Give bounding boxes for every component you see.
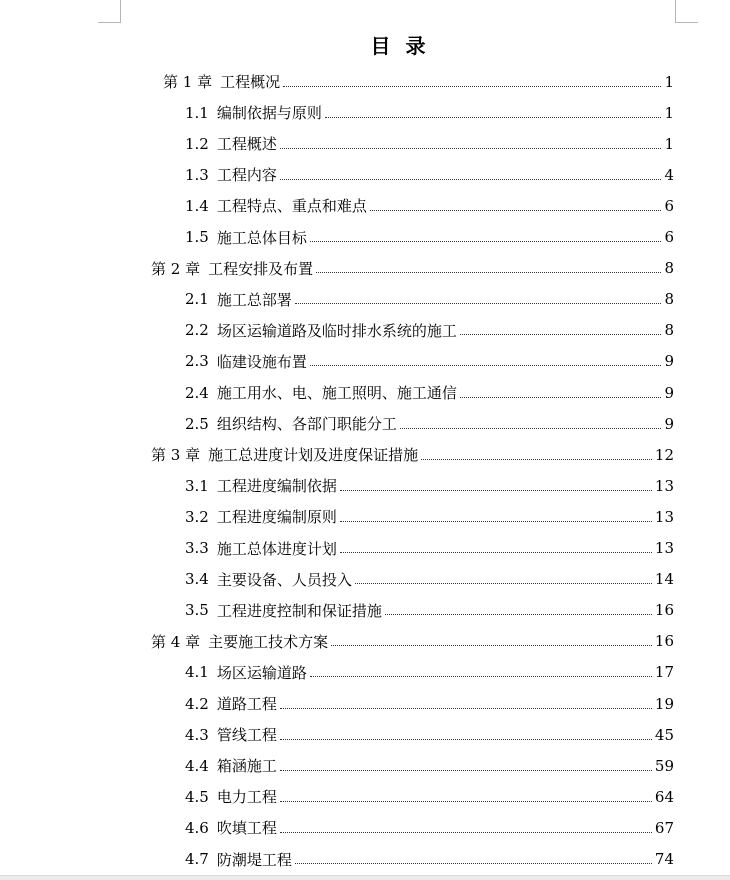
toc-dot-leader	[370, 209, 662, 211]
toc-page-number: 14	[654, 570, 674, 589]
toc-entry-label: 道路工程	[216, 695, 277, 713]
toc-section-entry[interactable]	[185, 284, 674, 315]
toc-entry-label: 施工用水、电、施工照明、施工通信	[216, 384, 457, 402]
page-corner-mark-right	[675, 0, 698, 23]
toc-entry-label: 工程进度编制依据	[216, 477, 337, 496]
toc-entry-number: 3.3	[185, 539, 209, 557]
toc-page-number: 13	[654, 507, 674, 526]
toc-chapter-entry[interactable]	[163, 66, 674, 97]
toc-page-number: 19	[654, 694, 674, 713]
toc-dot-leader	[283, 85, 661, 87]
toc-page-number: 45	[654, 725, 674, 744]
toc-dot-leader	[295, 302, 662, 304]
toc-entry-number: 3.1	[185, 476, 209, 495]
toc-page-number: 67	[654, 818, 674, 837]
toc-page-number: 8	[664, 321, 674, 340]
toc-entry-label: 吹填工程	[216, 819, 277, 838]
toc-entry-number: 1.1	[185, 103, 209, 122]
toc-page-number: 6	[664, 196, 674, 215]
toc-dot-leader	[280, 738, 652, 740]
toc-page-number: 1	[664, 134, 674, 153]
toc-entry-number: 2.1	[185, 290, 209, 309]
toc-entry-label: 箱涵施工	[216, 757, 277, 776]
toc-page-number: 1	[664, 103, 674, 122]
toc-entry-number: 第 3 章	[151, 446, 201, 465]
toc-entry-number: 3.2	[185, 507, 209, 526]
toc-entry-label: 临建设施布置	[216, 352, 307, 371]
toc-page-number: 64	[654, 787, 674, 806]
toc-dot-leader	[331, 644, 652, 646]
toc-entry-number: 1.3	[185, 165, 209, 184]
toc-section-entry[interactable]	[185, 595, 674, 626]
toc-dot-leader	[310, 364, 662, 366]
toc-entry-number: 第 4 章	[151, 632, 201, 651]
toc-dot-leader	[421, 458, 652, 460]
toc-entry-number: 4.7	[185, 850, 209, 868]
toc-entry-number: 4.5	[185, 787, 209, 806]
toc-page-number: 17	[654, 663, 674, 682]
toc-section-entry[interactable]	[185, 97, 674, 128]
toc-dot-leader	[280, 707, 652, 709]
toc-page-number: 74	[654, 850, 674, 868]
toc-section-entry[interactable]	[185, 222, 674, 253]
toc-section-entry[interactable]	[185, 719, 674, 750]
toc-dot-leader	[316, 271, 661, 273]
toc-page-number: 59	[654, 756, 674, 775]
toc-chapter-entry[interactable]	[151, 253, 674, 284]
toc-dot-leader	[340, 489, 652, 491]
toc-dot-leader	[280, 831, 652, 833]
toc-entry-label: 工程概况	[220, 73, 281, 91]
toc-section-entry[interactable]	[185, 501, 674, 532]
toc-page-number: 9	[664, 352, 674, 371]
toc-page-number: 13	[654, 476, 674, 495]
toc-dot-leader	[385, 613, 652, 615]
toc-page-number: 9	[664, 414, 674, 433]
toc-entry-number: 4.3	[185, 725, 209, 744]
toc-dot-leader	[340, 520, 652, 522]
toc-page-number: 1	[664, 72, 674, 91]
toc-section-entry[interactable]	[185, 812, 674, 843]
toc-entry-number: 2.3	[185, 352, 209, 371]
toc-entry-label: 编制依据与原则	[216, 104, 322, 123]
toc-entry-number: 4.4	[185, 756, 209, 775]
toc-entry-number: 1.5	[185, 228, 209, 246]
toc-entry-label: 施工总部署	[216, 290, 292, 309]
page-bottom-edge	[0, 875, 730, 880]
toc-dot-leader	[280, 769, 652, 771]
toc-title: 目 录	[370, 34, 430, 58]
toc-entry-number: 第 2 章	[151, 259, 201, 278]
toc-section-entry[interactable]	[185, 470, 674, 501]
toc-entry-label: 工程安排及布置	[208, 259, 314, 278]
toc-entry-number: 1.2	[185, 134, 209, 153]
toc-page-number: 16	[654, 632, 674, 651]
toc-dot-leader	[310, 240, 662, 242]
toc-dot-leader	[355, 582, 652, 584]
toc-section-entry[interactable]	[185, 688, 674, 719]
toc-section-entry[interactable]	[185, 346, 674, 377]
toc-chapter-entry[interactable]	[151, 626, 674, 657]
page-corner-mark-left	[98, 0, 121, 23]
toc-chapter-entry[interactable]	[151, 439, 674, 470]
toc-page-number: 8	[664, 259, 674, 278]
toc-entry-number: 2.4	[185, 383, 209, 402]
toc-entry-label: 工程内容	[216, 166, 277, 185]
toc-entry-label: 防潮堤工程	[216, 850, 292, 869]
toc-entry-number: 3.5	[185, 601, 209, 620]
toc-page-number: 8	[664, 290, 674, 309]
toc-page-number: 6	[664, 228, 674, 246]
toc-entry-label: 施工总进度计划及进度保证措施	[208, 446, 419, 465]
toc-dot-leader	[280, 178, 662, 180]
toc-page-number: 4	[664, 165, 674, 184]
toc-dot-leader	[280, 800, 652, 802]
toc-page-number: 16	[654, 601, 674, 620]
toc-dot-leader	[325, 116, 662, 118]
toc-section-entry[interactable]	[185, 533, 674, 564]
toc-entry-label: 电力工程	[216, 788, 277, 807]
toc-entry-label: 场区运输道路	[216, 663, 307, 682]
toc-page-number: 13	[654, 539, 674, 557]
toc-section-entry[interactable]	[185, 564, 674, 595]
toc-entry-label: 工程概述	[216, 135, 277, 154]
toc-entry-number: 4.2	[185, 694, 209, 713]
toc-entry-label: 工程进度控制和保证措施	[216, 601, 382, 620]
toc-entry-label: 工程进度编制原则	[216, 508, 337, 527]
toc-entry-label: 施工总体目标	[216, 228, 307, 247]
toc-entry-number: 4.1	[185, 663, 209, 682]
toc-entry-number: 4.6	[185, 818, 209, 837]
toc-dot-leader	[280, 147, 662, 149]
toc-entry-number: 3.4	[185, 570, 209, 589]
toc-section-entry[interactable]	[185, 408, 674, 439]
toc-page-number: 9	[664, 383, 674, 402]
toc-dot-leader	[400, 427, 662, 429]
toc-entry-label: 工程特点、重点和难点	[216, 197, 367, 216]
toc-entry-number: 2.5	[185, 414, 209, 433]
toc-section-entry[interactable]	[185, 844, 674, 875]
toc-entry-number: 第 1 章	[163, 73, 213, 91]
toc-dot-leader	[340, 551, 652, 553]
toc-entry-label: 主要设备、人员投入	[216, 570, 352, 589]
toc-entry-number: 1.4	[185, 196, 209, 215]
toc-section-entry[interactable]	[185, 315, 674, 346]
toc-section-entry[interactable]	[185, 781, 674, 812]
toc-dot-leader	[295, 862, 652, 864]
toc-entry-label: 主要施工技术方案	[208, 632, 329, 651]
toc-section-entry[interactable]	[185, 377, 674, 408]
toc-section-entry[interactable]	[185, 128, 674, 159]
toc-section-entry[interactable]	[185, 657, 674, 688]
toc-dot-leader	[310, 675, 652, 677]
toc-page-number: 12	[654, 445, 674, 464]
toc-dot-leader	[460, 333, 662, 335]
toc-dot-leader	[460, 396, 662, 398]
toc-section-entry[interactable]	[185, 190, 674, 221]
toc-section-entry[interactable]	[185, 159, 674, 190]
toc-section-entry[interactable]	[185, 750, 674, 781]
toc-entry-label: 组织结构、各部门职能分工	[216, 415, 397, 434]
toc-entry-label: 场区运输道路及临时排水系统的施工	[216, 321, 457, 340]
toc-entry-number: 2.2	[185, 321, 209, 340]
toc-entry-label: 管线工程	[216, 726, 277, 745]
toc-entry-label: 施工总体进度计划	[216, 539, 337, 558]
